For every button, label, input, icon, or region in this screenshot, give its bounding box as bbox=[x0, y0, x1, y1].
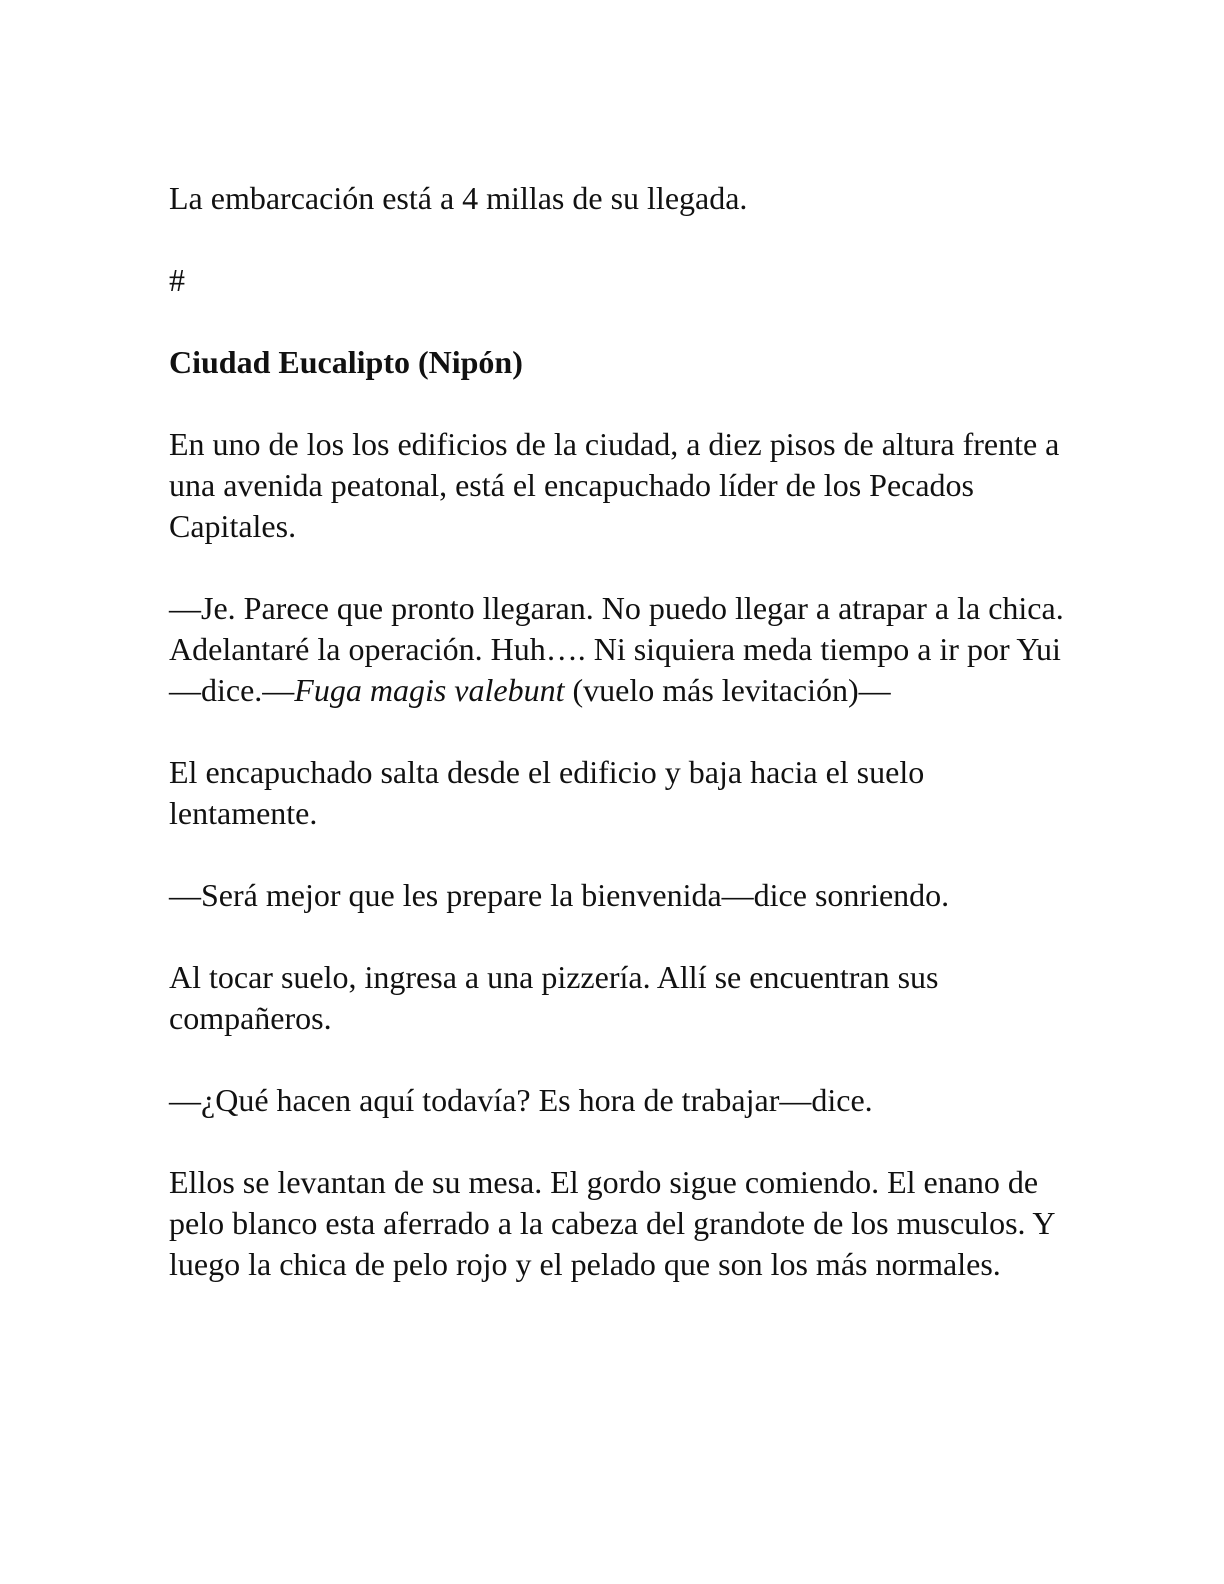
spell-translation: (vuelo más levitación)— bbox=[564, 672, 891, 708]
paragraph-welcome: —Será mejor que les prepare la bienvenida—dice sonriendo. bbox=[169, 877, 950, 913]
paragraph-arrival: La embarcación está a 4 millas de su llegada. bbox=[169, 180, 748, 216]
paragraph-dialogue-spell bbox=[169, 588, 1069, 711]
paragraph-work: —¿Qué hacen aquí todavía? Es hora de trabajar—dice. bbox=[169, 1082, 873, 1118]
dialogue-text: —Je. Parece que pronto llegaran. No puedo llegar a atrapar a la chica. Adelantaré la operación. Huh…. Ni siquiera meda tiempo a ir por Yui—dice.— bbox=[169, 590, 1064, 708]
section-title: Ciudad Eucalipto (Nipón) bbox=[169, 344, 523, 380]
spell-name: Fuga magis valebunt bbox=[294, 672, 565, 708]
paragraph-group: Ellos se levantan de su mesa. El gordo sigue comiendo. El enano de pelo blanco esta aferrado a la cabeza del grandote de los musculos. Y luego la chica de pelo rojo y el pelado que son los más normales. bbox=[169, 1164, 1055, 1282]
scene-separator: # bbox=[169, 262, 185, 298]
paragraph-building: En uno de los los edificios de la ciudad, a diez pisos de altura frente a una avenida peatonal, está el encapuchado líder de los Pecados Capitales. bbox=[169, 426, 1060, 544]
document-page bbox=[169, 178, 1069, 1326]
paragraph-jump: El encapuchado salta desde el edificio y baja hacia el suelo lentamente. bbox=[169, 754, 925, 831]
paragraph-pizzeria: Al tocar suelo, ingresa a una pizzería. Allí se encuentran sus compañeros. bbox=[169, 959, 939, 1036]
